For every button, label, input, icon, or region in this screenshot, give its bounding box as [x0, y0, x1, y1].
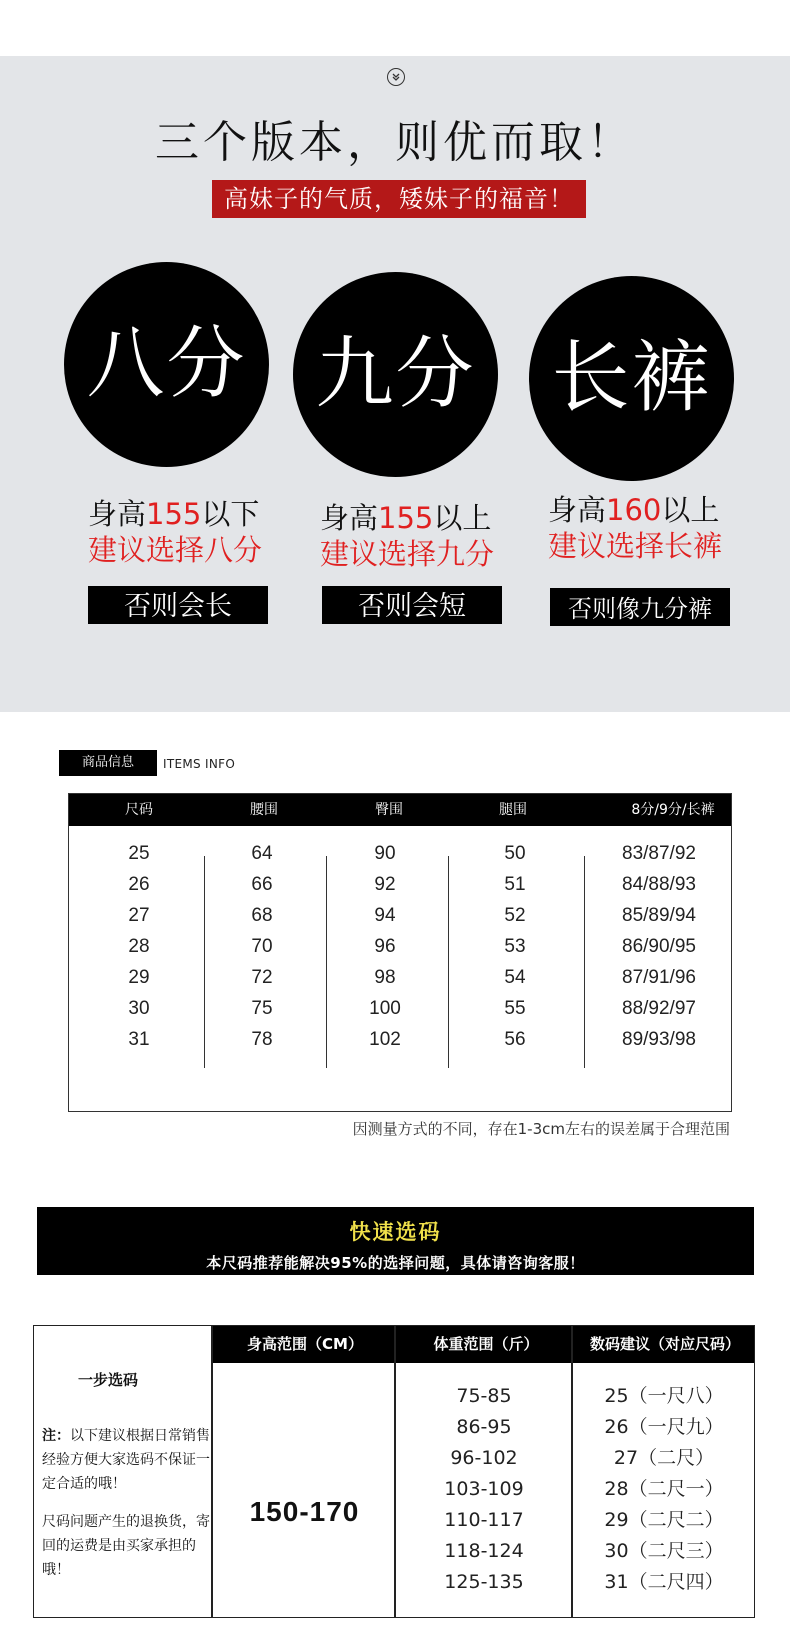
table-cell: 72 [251, 967, 273, 988]
column-divider [448, 856, 449, 1068]
size-suggestion-column [604, 1381, 723, 1598]
size-table-header [69, 794, 731, 826]
page-title: 三个版本，则优而取！ [155, 117, 635, 168]
header-weight-range: 体重范围（斤） [433, 1335, 539, 1353]
table-cell: 88/92/97 [622, 998, 696, 1019]
size-table [68, 793, 732, 1112]
height-range-value: 150-170 [249, 1496, 360, 1527]
table-cell: 83/87/92 [622, 843, 696, 864]
table-cell: 89/93/98 [622, 1029, 696, 1050]
height-condition-full: 身高160以上 [548, 493, 720, 527]
table-cell: 84/88/93 [622, 874, 696, 895]
version-promo-section [0, 56, 790, 712]
version-circle-full: 长裤 [529, 276, 734, 481]
table-cell: 50 [504, 843, 526, 864]
table-cell: 85/89/94 [622, 905, 696, 926]
return-policy-note: 尺码问题产生的退换货，寄回的运费是由买家承担的哦！ [42, 1514, 210, 1578]
header-size: 尺码 [125, 802, 153, 818]
recommendation-table [33, 1325, 755, 1618]
table-cell: 96 [374, 936, 396, 957]
suggestion-full: 建议选择长裤 [548, 529, 723, 563]
table-cell: 75-85 [456, 1385, 512, 1407]
waist-column [251, 838, 272, 1055]
header-waist: 腰围 [250, 802, 278, 818]
items-info-en-label: ITEMS INFO [163, 757, 236, 771]
table-cell: 25（一尺八） [604, 1385, 724, 1407]
hip-column [369, 838, 401, 1055]
items-info-tag: 商品信息 [59, 750, 157, 776]
measurement-note: 因测量方式的不同，存在1-3cm左右的误差属于合理范围 [352, 1120, 730, 1138]
table-cell: 87/91/96 [622, 967, 696, 988]
table-cell: 100 [369, 998, 401, 1019]
table-cell: 52 [504, 905, 526, 926]
table-cell: 27 [128, 905, 150, 926]
column-divider [571, 1326, 573, 1617]
suggestion-eighth: 建议选择八分 [88, 533, 263, 567]
header-length: 8分/9分/长裤 [631, 802, 715, 818]
table-cell: 102 [369, 1029, 401, 1050]
height-condition-eighth: 身高155以下 [88, 497, 260, 531]
thigh-column [504, 838, 525, 1055]
header-hip: 臀围 [375, 802, 403, 818]
column-divider [211, 1326, 213, 1617]
table-cell: 27（二尺） [613, 1447, 715, 1469]
table-cell: 118-124 [444, 1540, 524, 1562]
header-height-range: 身高范围（CM） [247, 1335, 363, 1353]
quick-select-title: 快速选码 [349, 1220, 442, 1244]
size-column [128, 838, 149, 1055]
table-cell: 31 [128, 1029, 150, 1050]
table-cell: 55 [504, 998, 526, 1019]
length-column [622, 838, 696, 1055]
column-divider [394, 1326, 396, 1617]
column-divider [326, 856, 327, 1068]
table-cell: 25 [128, 843, 150, 864]
table-cell: 75 [251, 998, 273, 1019]
one-step-label: 一步选码 [78, 1371, 139, 1389]
table-cell: 26 [128, 874, 150, 895]
recommendation-header [212, 1326, 754, 1363]
table-cell: 28 [128, 936, 150, 957]
warning-full: 否则像九分裤 [550, 588, 730, 626]
table-cell: 31（二尺四） [604, 1571, 724, 1593]
quick-select-subtitle: 本尺码推荐能解决95%的选择问题，具体请咨询客服！ [206, 1254, 585, 1272]
warning-ninth: 否则会短 [322, 586, 502, 624]
table-cell: 26（一尺九） [604, 1416, 724, 1438]
table-cell: 30 [128, 998, 150, 1019]
table-cell: 86/90/95 [622, 936, 696, 957]
version-circle-ninth: 九分 [293, 272, 498, 477]
quick-select-banner [37, 1207, 754, 1275]
table-cell: 98 [374, 967, 396, 988]
header-size-suggestion: 数码建议（对应尺码） [589, 1335, 741, 1353]
chevron-down-icon [387, 68, 405, 86]
height-condition-ninth: 身高155以上 [320, 501, 492, 535]
table-cell: 29（二尺二） [604, 1509, 724, 1531]
table-cell: 103-109 [444, 1478, 524, 1500]
table-cell: 90 [374, 843, 396, 864]
table-cell: 64 [251, 843, 273, 864]
table-cell: 68 [251, 905, 273, 926]
table-cell: 96-102 [450, 1447, 518, 1469]
version-circle-eighth: 八分 [64, 262, 269, 467]
table-cell: 110-117 [444, 1509, 524, 1531]
column-divider [584, 856, 585, 1068]
suggestion-ninth: 建议选择九分 [320, 537, 495, 571]
warning-eighth: 否则会长 [88, 586, 268, 624]
recommendation-note: 注：以下建议根据日常销售经验方便大家选码不保证一定合适的哦！ [42, 1428, 210, 1492]
table-cell: 51 [504, 874, 526, 895]
table-cell: 29 [128, 967, 150, 988]
table-cell: 125-135 [444, 1571, 524, 1593]
weight-column [444, 1381, 523, 1598]
table-cell: 53 [504, 936, 526, 957]
table-cell: 30（二尺三） [604, 1540, 724, 1562]
table-cell: 54 [504, 967, 526, 988]
table-cell: 86-95 [456, 1416, 512, 1438]
subtitle-banner: 高妹子的气质，矮妹子的福音！ [212, 180, 586, 218]
header-thigh: 腿围 [499, 802, 527, 818]
table-cell: 92 [374, 874, 396, 895]
table-cell: 56 [504, 1029, 526, 1050]
table-cell: 70 [251, 936, 273, 957]
table-cell: 28（二尺一） [604, 1478, 724, 1500]
table-cell: 66 [251, 874, 273, 895]
table-cell: 78 [251, 1029, 273, 1050]
column-divider [204, 856, 205, 1068]
table-cell: 94 [374, 905, 396, 926]
